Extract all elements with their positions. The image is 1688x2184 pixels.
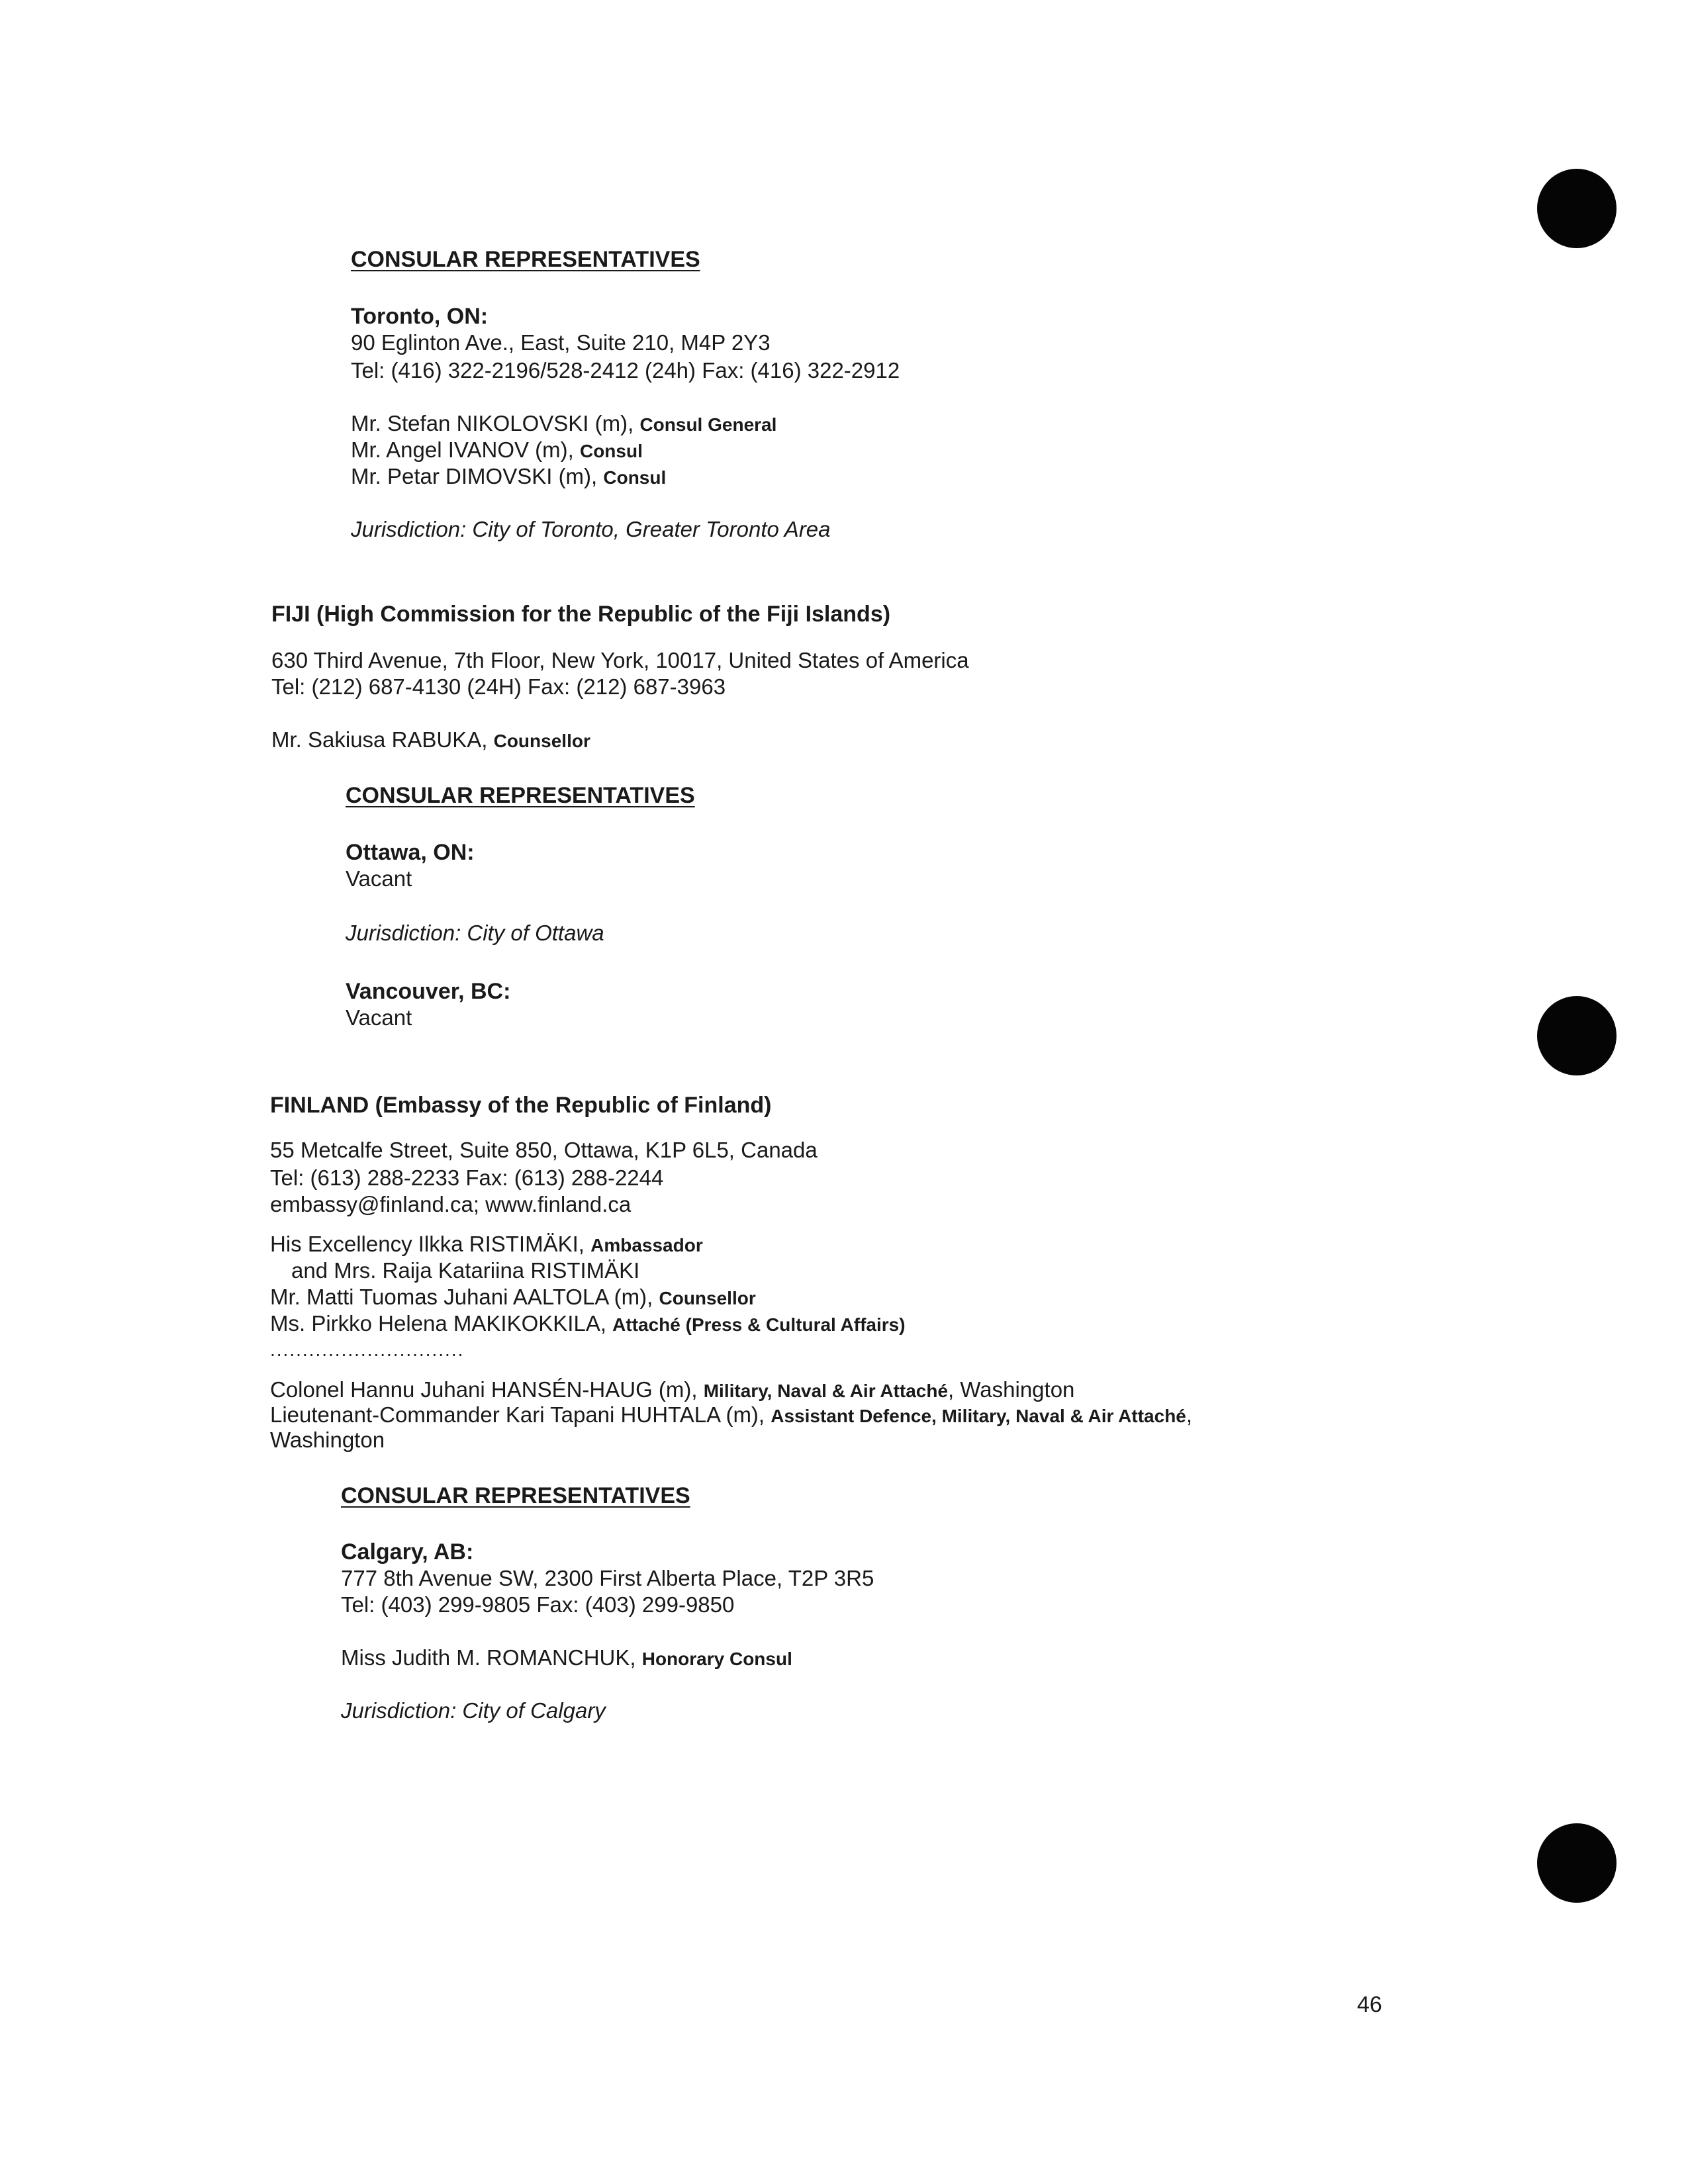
staff-line xyxy=(271,727,590,754)
address: 90 Eglinton Ave., East, Suite 210, M4P 2Y3 xyxy=(351,330,771,355)
staff-title: Honorary Consul xyxy=(641,1649,792,1669)
staff-line xyxy=(270,1231,703,1259)
address: 55 Metcalfe Street, Suite 850, Ottawa, K1P 6L5, Canada xyxy=(270,1138,818,1162)
phone-fax: Tel: (613) 288-2233 Fax: (613) 288-2244 xyxy=(270,1165,664,1190)
staff-name: Mr. Angel IVANOV (m), xyxy=(351,437,580,462)
staff-name: Mr. Matti Tuomas Juhani AALTOLA (m), xyxy=(270,1285,659,1309)
staff-name: Lieutenant-Commander Kari Tapani HUHTALA (m), xyxy=(270,1402,771,1427)
punch-hole-top xyxy=(1537,169,1617,248)
phone-fax: Tel: (403) 299-9805 Fax: (403) 299-9850 xyxy=(341,1592,735,1617)
punch-hole-bottom xyxy=(1537,1823,1617,1903)
staff-line xyxy=(270,1377,1074,1404)
city-heading: Vancouver, BC: xyxy=(346,979,511,1004)
staff-title: Military, Naval & Air Attaché xyxy=(703,1381,949,1401)
country-heading-finland: FINLAND (Embassy of the Republic of Finland) xyxy=(270,1093,772,1118)
separator: .............................. xyxy=(270,1340,465,1360)
consular-heading: CONSULAR REPRESENTATIVES xyxy=(341,1483,690,1508)
staff-line xyxy=(351,410,776,438)
staff-line xyxy=(270,1310,906,1338)
city-heading: Ottawa, ON: xyxy=(346,840,475,865)
jurisdiction: Jurisdiction: City of Calgary xyxy=(341,1698,606,1723)
address: 630 Third Avenue, 7th Floor, New York, 10017, United States of America xyxy=(271,648,969,672)
city-heading: Toronto, ON: xyxy=(351,304,489,329)
punch-hole-middle xyxy=(1537,996,1617,1075)
staff-title: Consul xyxy=(603,467,667,488)
staff-title: Attaché (Press & Cultural Affairs) xyxy=(612,1314,906,1335)
staff-name: Mr. Petar DIMOVSKI (m), xyxy=(351,464,604,488)
email-web: embassy@finland.ca; www.finland.ca xyxy=(270,1192,632,1216)
staff-comma: , xyxy=(1186,1402,1193,1427)
page-number: 46 xyxy=(1357,1992,1382,2017)
staff-line xyxy=(351,463,666,491)
staff-title: Consul xyxy=(579,441,643,461)
staff-location: Washington xyxy=(270,1428,385,1452)
staff-line xyxy=(351,437,643,465)
staff-name: Miss Judith M. ROMANCHUK, xyxy=(341,1645,642,1670)
phone-fax: Tel: (212) 687-4130 (24H) Fax: (212) 687-3963 xyxy=(271,674,726,699)
staff-line xyxy=(270,1402,1192,1430)
staff-title: Counsellor xyxy=(659,1288,756,1308)
status-text: Vacant xyxy=(346,1005,412,1030)
consular-heading: CONSULAR REPRESENTATIVES xyxy=(346,783,695,808)
staff-title: Ambassador xyxy=(590,1235,703,1255)
staff-name: Mr. Stefan NIKOLOVSKI (m), xyxy=(351,411,640,435)
staff-line xyxy=(341,1645,792,1672)
spouse-line: and Mrs. Raija Katariina RISTIMÄKI xyxy=(291,1258,640,1283)
consular-heading: CONSULAR REPRESENTATIVES xyxy=(351,247,700,272)
status-text: Vacant xyxy=(346,866,412,891)
staff-location: , Washington xyxy=(948,1377,1075,1402)
staff-line xyxy=(270,1284,756,1312)
staff-title: Consul General xyxy=(639,414,777,435)
jurisdiction: Jurisdiction: City of Toronto, Greater Toronto Area xyxy=(351,517,831,541)
staff-name: Colonel Hannu Juhani HANSÉN-HAUG (m), xyxy=(270,1377,704,1402)
staff-title: Counsellor xyxy=(493,731,590,751)
phone-fax: Tel: (416) 322-2196/528-2412 (24h) Fax: (416) 322-2912 xyxy=(351,358,900,383)
staff-name: Mr. Sakiusa RABUKA, xyxy=(271,727,494,752)
staff-name: Ms. Pirkko Helena MAKIKOKKILA, xyxy=(270,1311,613,1336)
staff-title: Assistant Defence, Military, Naval & Air Attaché xyxy=(771,1406,1186,1426)
country-heading-fiji: FIJI (High Commission for the Republic of the Fiji Islands) xyxy=(271,602,891,627)
address: 777 8th Avenue SW, 2300 First Alberta Place, T2P 3R5 xyxy=(341,1566,874,1590)
city-heading: Calgary, AB: xyxy=(341,1539,474,1565)
staff-name: His Excellency Ilkka RISTIMÄKI, xyxy=(270,1232,591,1256)
jurisdiction: Jurisdiction: City of Ottawa xyxy=(346,921,604,945)
